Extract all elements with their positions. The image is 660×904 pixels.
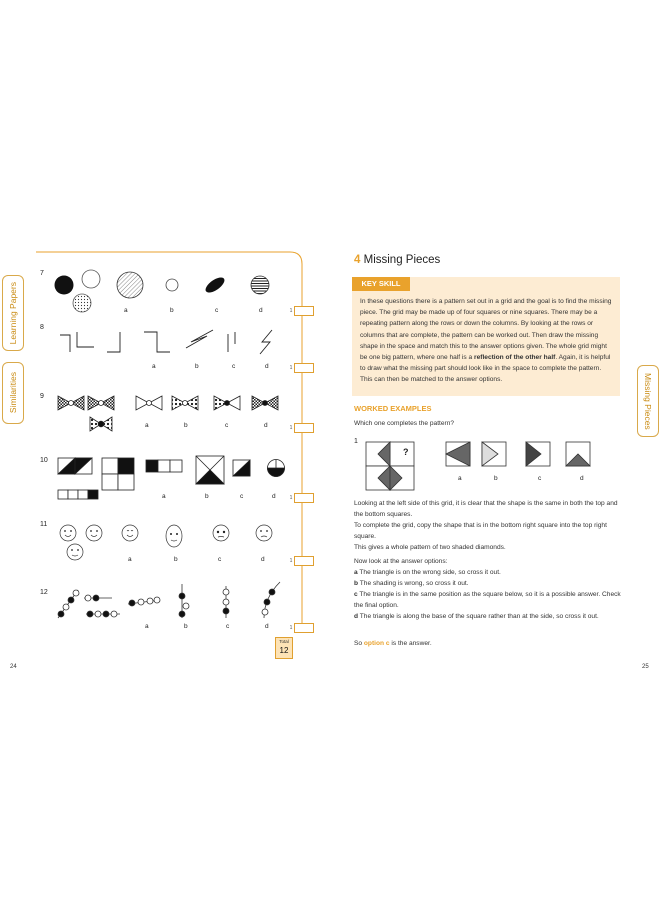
option-label: a [145,422,149,429]
option-label: a [124,307,128,314]
question-number: 11 [40,521,48,528]
mark-value: 1 [289,308,293,314]
option-label: d [272,493,276,500]
mark-value: 1 [289,625,293,631]
option-label: c [240,493,244,500]
option-label: c [226,623,230,630]
example-figure [360,440,610,496]
question-12-figure [50,578,290,624]
worked-examples-title: WORKED EXAMPLES [354,404,432,413]
answer-option-letter: a [354,569,358,576]
option-label: c [225,422,229,429]
tab-learning-papers[interactable] [2,275,24,351]
dotted-circle [73,294,91,312]
key-skill-title: KEY SKILL [352,277,410,291]
tab-missing-pieces[interactable] [637,365,659,437]
page-number-right: 25 [642,664,649,670]
black-ellipse [203,275,227,296]
answer-box[interactable] [294,623,314,633]
option-label: a [162,493,166,500]
answer-option-text: The triangle is on the wrong side, so cross it out. [359,569,501,576]
answer-option-row [354,611,624,622]
explanation-paragraph: Now look at the answer options: [354,558,448,565]
key-skill-bold: reflection of the other half [474,354,556,362]
page-title [354,254,440,266]
mark-value: 1 [289,425,293,431]
question-number: 9 [40,393,44,400]
answer-option-letter: c [354,591,358,598]
answer-option-row [354,578,624,589]
chapter-title: Missing Pieces [363,254,441,266]
answer-option-letter: b [354,580,359,587]
option-label: b [205,493,209,500]
question-11-figure [50,518,290,568]
option-label: b [184,623,188,630]
question-number: 8 [40,324,44,331]
option-label: a [152,363,156,370]
answer-box[interactable] [294,493,314,503]
option-label: a [145,623,149,630]
option-label: d [580,475,584,482]
hatched-circle [117,272,143,298]
conclusion-text: So [354,640,364,647]
option-label: b [174,556,178,563]
option-label: b [494,475,498,482]
total-label: Total [279,639,289,644]
option-label: b [170,307,174,314]
striped-circle [251,276,269,294]
tab-learning-papers-label: Learning Papers [8,281,18,345]
option-label: c [232,363,236,370]
option-label: d [264,422,268,429]
answer-option-letter: d [354,613,359,620]
question-8-figure [50,320,290,362]
question-9-figure [50,390,290,440]
conclusion-highlight: option c [363,640,390,647]
answer-option-row [354,567,624,578]
mark-value: 1 [289,365,293,371]
conclusion [354,638,624,649]
page-number-left: 24 [10,664,17,670]
tab-similarities-label: Similarities [8,372,18,414]
option-label: d [259,307,263,314]
total-value: 12 [279,646,289,655]
answer-option-row [354,589,624,611]
key-skill-text [360,296,615,386]
mark-value: 1 [289,495,293,501]
tab-similarities[interactable] [2,362,24,424]
total-box [275,637,293,659]
chapter-number: 4 [354,254,361,266]
option-label: a [458,475,462,482]
option-label: c [215,307,219,314]
conclusion-text: is the answer. [389,640,432,647]
mark-value: 1 [289,558,293,564]
tab-missing-pieces-label: Missing Pieces [643,372,653,430]
black-circle [55,276,74,295]
explanation-paragraph: This gives a whole pattern of two shaded diamonds. [354,544,506,551]
example-number: 1 [354,438,358,445]
explanation-paragraph: To complete the grid, copy the shape that is in the bottom right square into the top right square. [354,522,607,541]
option-label: b [195,363,199,370]
question-10-figure [50,452,290,504]
answer-box[interactable] [294,363,314,373]
small-circle [166,279,178,291]
question-number: 12 [40,589,48,596]
answer-option-text: The triangle is in the same position as the square below, so it is a possible answer. Check the final option. [354,591,621,610]
white-circle [82,270,100,288]
option-label: a [128,556,132,563]
option-label: c [218,556,222,563]
option-label: d [265,623,269,630]
answer-box[interactable] [294,423,314,433]
option-label: c [538,475,542,482]
answer-option-text: The shading is wrong, so cross it out. [359,580,469,587]
answer-box[interactable] [294,556,314,566]
key-skill-text-part: . Again, it is helpful to draw what the missing part should look like in the space to complete the pattern. This can then be matched to the answer options. [360,354,611,384]
missing-mark: ? [403,447,409,457]
option-label: b [184,422,188,429]
explanation-paragraph: Looking at the left side of this grid, it is clear that the shape is the same in both the top and the bottom squares. [354,500,618,519]
option-label: d [261,556,265,563]
key-skill-text-part: In these questions there is a pattern set out in a grid and the goal is to find the missing piece. The grid may be made up of four squares or nine squares. There may be a repeating pattern along the rows or down the columns. By looking at the rows or columns that are complete, the pattern can be worked out. Then draw the missing shape in the space and match this to the answer options given. The whole grid might be one big pattern, where one half is a [360,298,612,362]
option-label: d [265,363,269,370]
worked-examples-question: Which one completes the pattern? [354,420,455,427]
question-number: 10 [40,457,48,464]
answer-option-text: The triangle is along the base of the square rather than at the side, so cross it out. [359,613,599,620]
question-number: 7 [40,270,44,277]
answer-box[interactable] [294,306,314,316]
